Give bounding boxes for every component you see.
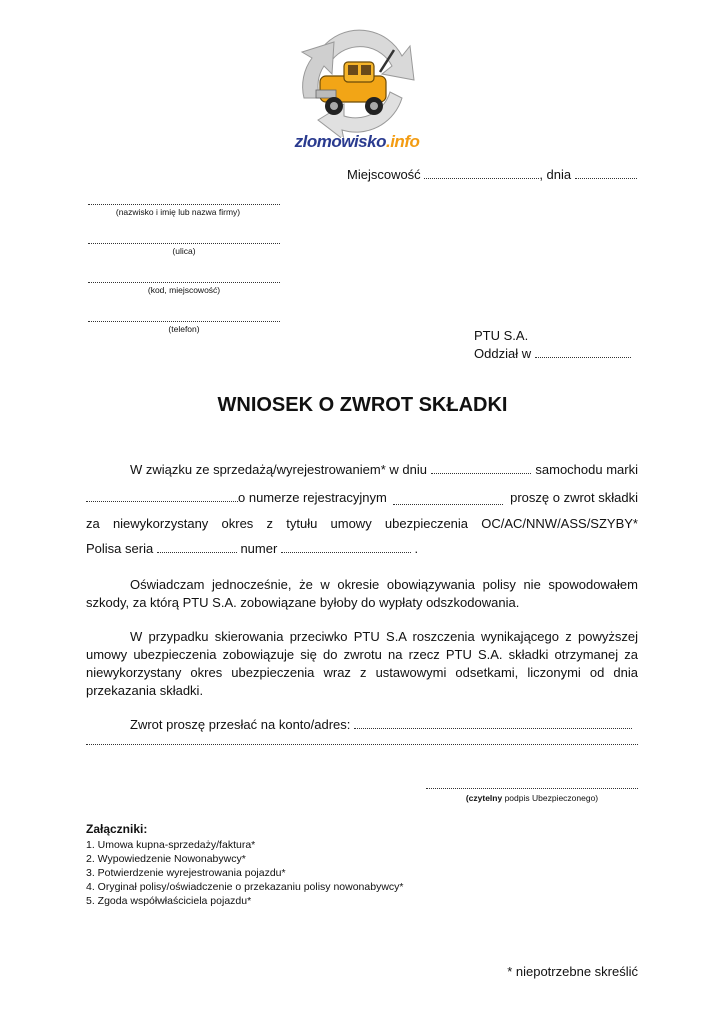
p1-text-c: o numerze rejestracyjnym bbox=[238, 490, 387, 505]
signature-caption-bold: (czytelny bbox=[465, 793, 503, 803]
attachment-item: 4. Oryginał polisy/oświadczenie o przekazaniu polisy nowonabywcy* bbox=[86, 881, 404, 893]
p3 bbox=[86, 628, 638, 700]
p3-text: W przypadku skierowania przeciwko PTU S.A roszczenia wynikającego z powyższej umowy ubezpieczenia zobowiązuje się do zwrotu na rzecz PTU S.A. składki otrzymanej za niewykorzystany okres ubezpieczenia wraz z ustawowymi odsetkami, liczonymi od dnia przekazania składki. bbox=[86, 629, 638, 698]
car-make-field[interactable] bbox=[86, 501, 238, 502]
sale-date-field[interactable] bbox=[431, 473, 531, 474]
name-field[interactable] bbox=[88, 196, 280, 205]
attachments-heading: Załączniki: bbox=[86, 822, 148, 836]
branch-field[interactable] bbox=[535, 357, 631, 358]
attachment-item: 5. Zgoda współwłaściciela pojazdu* bbox=[86, 895, 252, 907]
city-caption: (kod, miejscowość) bbox=[147, 285, 221, 295]
attachment-item: 1. Umowa kupna-sprzedaży/faktura* bbox=[86, 839, 256, 851]
policy-series-field[interactable] bbox=[157, 552, 237, 553]
street-caption: (ulica) bbox=[172, 246, 196, 256]
page-title: WNIOSEK O ZWROT SKŁADKI bbox=[217, 394, 508, 416]
p1-line1 bbox=[130, 462, 638, 477]
signature-caption-rest: podpis Ubezpieczonego) bbox=[502, 793, 599, 803]
footnote: * niepotrzebne skreślić bbox=[507, 964, 638, 979]
p1-line4: Polisa seria numer . bbox=[86, 541, 419, 556]
p4-line bbox=[130, 717, 632, 732]
logo-text-ext: .info bbox=[385, 132, 420, 151]
logo-wordmark bbox=[282, 132, 432, 152]
branch-label: Oddział w bbox=[474, 346, 532, 361]
place-date-line bbox=[347, 167, 637, 182]
date-field[interactable] bbox=[575, 178, 637, 179]
logo-text-main: zlomowisko bbox=[294, 132, 386, 151]
p1-line3: za niewykorzystany okres z tytułu umowy ubezpieczenia OC/AC/NNW/ASS/SZYBY* bbox=[86, 516, 638, 531]
date-label: , dnia bbox=[539, 167, 572, 182]
logo-truck-icon bbox=[282, 28, 432, 138]
logo bbox=[282, 28, 432, 158]
policy-number-field[interactable] bbox=[281, 552, 411, 553]
place-label: Miejscowość bbox=[347, 167, 421, 182]
p1-text-b: samochodu marki bbox=[535, 462, 638, 477]
policy-number-label: numer bbox=[240, 541, 278, 556]
attachment-item: 2. Wypowiedzenie Nowonabywcy* bbox=[86, 853, 246, 865]
city-field[interactable] bbox=[88, 274, 280, 283]
p1-text-d: proszę o zwrot składki bbox=[510, 490, 638, 505]
p4-text: Zwrot proszę przesłać na konto/adres: bbox=[130, 717, 351, 732]
recipient-block bbox=[474, 327, 631, 363]
place-field[interactable] bbox=[424, 178, 539, 179]
attachments bbox=[86, 822, 404, 908]
p2-text: Oświadczam jednocześnie, że w okresie obowiązywania polisy nie spowodowałem szkody, za którą PTU S.A. zobowiązane byłoby do wypłaty odszkodowania. bbox=[86, 577, 638, 610]
signature-field[interactable] bbox=[426, 782, 638, 789]
policy-series-label: Polisa seria bbox=[86, 541, 154, 556]
p1-line2 bbox=[86, 490, 638, 505]
signature-caption bbox=[426, 793, 638, 803]
phone-field[interactable] bbox=[88, 313, 280, 322]
p2 bbox=[86, 576, 638, 612]
recipient-company: PTU S.A. bbox=[474, 328, 529, 343]
street-field[interactable] bbox=[88, 235, 280, 244]
name-caption: (nazwisko i imię lub nazwa firmy) bbox=[115, 207, 241, 217]
p1-text-a: W związku ze sprzedażą/wyrejestrowaniem* w dniu bbox=[130, 462, 427, 477]
sender-block bbox=[88, 196, 280, 334]
registration-field[interactable] bbox=[393, 490, 503, 505]
phone-caption: (telefon) bbox=[168, 324, 200, 334]
attachment-item: 3. Potwierdzenie wyrejestrowania pojazdu* bbox=[86, 867, 286, 879]
account-field[interactable] bbox=[354, 728, 632, 729]
account-field-line2[interactable] bbox=[86, 738, 638, 745]
